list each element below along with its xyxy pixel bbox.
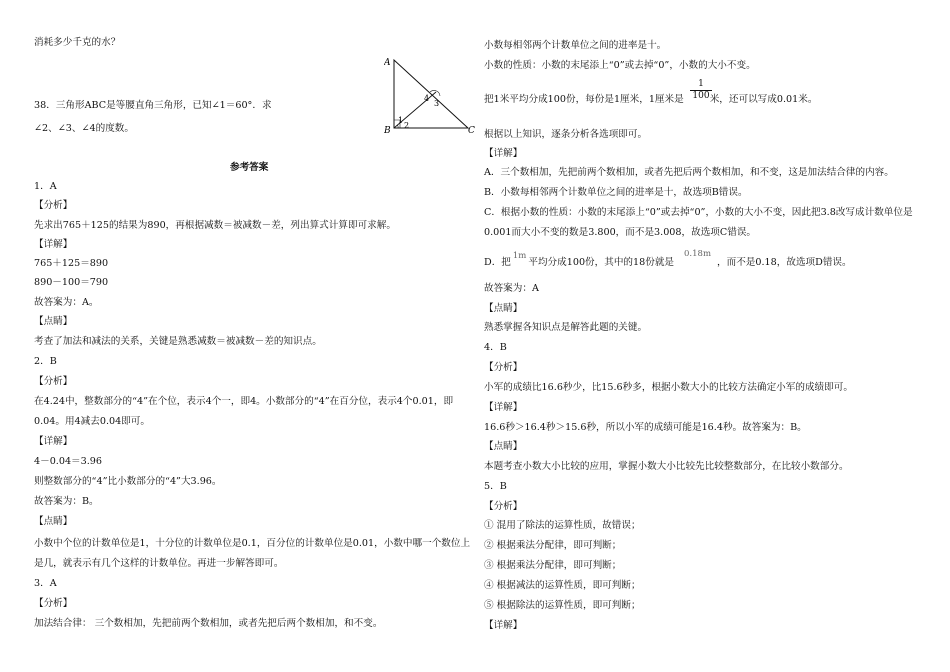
fraction-numerator: 1: [690, 79, 712, 91]
answer-line: 【分析】: [34, 598, 73, 609]
answers-title: 参考答案: [230, 162, 269, 173]
answer-line: 【详解】: [34, 436, 73, 447]
answer-line: 【分析】: [34, 376, 73, 387]
fraction-denominator: 100: [692, 91, 710, 101]
answer-line: 5．B: [484, 481, 507, 492]
figure-angle-3: 3: [434, 99, 440, 108]
answer-line: 【点睛】: [34, 516, 73, 527]
answer-line: 根据以上知识，逐条分析各选项即可。: [484, 129, 648, 140]
answer-line: 16.6秒＞16.4秒＞15.6秒，所以小军的成绩可能是16.4秒。故答案为：B。: [484, 422, 807, 433]
answer-line-option-d: [484, 249, 852, 269]
answer-line: 考查了加法和减法的关系，关键是熟悉减数＝被减数－差的知识点。: [34, 336, 322, 347]
answer-line: 【详解】: [34, 239, 73, 250]
answer-line: 故答案为：A: [484, 283, 539, 294]
answer-line: ④ 根据减法的运算性质，即可判断；: [484, 580, 641, 591]
answer-line: 故答案为：A。: [34, 297, 99, 308]
answer-line: 765＋125＝890: [34, 258, 109, 269]
question-38: 38．三角形ABC是等腰直角三角形，已知∠1＝60°．求: [34, 100, 272, 111]
answer-line: 【详解】: [484, 148, 523, 159]
figure-label-c: C: [468, 126, 475, 136]
answer-line-meter: [484, 94, 817, 106]
figure-angle-2: 2: [404, 121, 410, 130]
text-segment: 把1米平均分成100份，每份是1厘米，1厘米是: [484, 94, 684, 105]
figure-label-a: A: [384, 58, 391, 68]
answer-line: C．根据小数的性质：小数的末尾添上“0”或去掉“0”，小数的大小不变，因此把3.8改写成计数单位是: [484, 207, 913, 218]
answer-line: ② 根据乘法分配律，即可判断；: [484, 540, 622, 551]
answer-line: 【点睛】: [34, 316, 73, 327]
answer-line: 3．A: [34, 578, 57, 589]
fraction-one-hundredth: [690, 79, 712, 102]
figure-angle-1: 1: [398, 116, 404, 125]
answer-line: 小数每相邻两个计数单位之间的进率是十。: [484, 40, 667, 51]
text-segment: D．把: [484, 257, 511, 268]
answer-line: 1．A: [34, 181, 57, 192]
figure-label-b: B: [384, 126, 391, 136]
answer-line: 【点睛】: [484, 303, 523, 314]
question-37-tail: 消耗多少千克的水？: [34, 37, 121, 48]
answer-line: 小数的性质：小数的末尾添上“0”或去掉“0”，小数的大小不变。: [484, 60, 756, 71]
triangle-figure: [384, 56, 484, 136]
answer-line: 2．B: [34, 356, 57, 367]
answer-line: 熟悉掌握各知识点是解答此题的关键。: [484, 322, 648, 333]
question-38-cont: ∠2、∠3、∠4的度数。: [34, 123, 134, 134]
answer-line: 890－100＝790: [34, 277, 109, 288]
text-segment: 米，还可以写成0.01米。: [709, 94, 818, 105]
unit-1m: 1m: [512, 251, 527, 261]
answer-line: ⑤ 根据除法的运算性质，即可判断；: [484, 600, 641, 611]
answer-line: 是几，就表示有几个这样的计数单位。再进一步解答即可。: [34, 558, 284, 569]
answer-line: ③ 根据乘法分配律，即可判断；: [484, 560, 622, 571]
answer-line: B．小数每相邻两个计数单位之间的进率是十，故选项B错误。: [484, 187, 748, 198]
answer-line: 小数中个位的计数单位是1，十分位的计数单位是0.1，百分位的计数单位是0.01，小数中哪一个数位上: [34, 538, 471, 549]
answer-line: 故答案为：B。: [34, 496, 99, 507]
text-segment: ，而不是0.18，故选项D错误。: [717, 257, 852, 268]
answer-line: A．三个数相加，先把前两个数相加，或者先把后两个数相加，和不变，这是加法结合律的内容。: [484, 167, 894, 178]
answer-line: 先求出765＋125的结果为890，再根据减数＝被减数－差，列出算式计算即可求解。: [34, 220, 396, 231]
answer-line: 【详解】: [484, 402, 523, 413]
answer-line: 【分析】: [484, 501, 523, 512]
figure-angle-4: 4: [424, 94, 430, 103]
answer-line: 小军的成绩比16.6秒少，比15.6秒多，根据小数大小的比较方法确定小军的成绩即可。: [484, 382, 853, 393]
answer-line: 【点睛】: [484, 441, 523, 452]
answer-line: 0.001而大小不变的数是3.800，而不是3.008，故选项C错误。: [484, 227, 757, 238]
answer-line: ① 混用了除法的运算性质，故错误；: [484, 520, 641, 531]
answer-line: 4－0.04＝3.96: [34, 456, 103, 467]
answer-line: 0.04。用4减去0.04即可。: [34, 416, 150, 427]
answer-line: 加法结合律： 三个数相加，先把前两个数相加，或者先把后两个数相加，和不变。: [34, 618, 383, 629]
answer-line: 【详解】: [484, 620, 523, 631]
answer-line: 【分析】: [484, 362, 523, 373]
answer-line: 在4.24中，整数部分的“4”在个位，表示4个一，即4。小数部分的“4”在百分位，表示4个0.01，即: [34, 396, 454, 407]
answer-line: 4．B: [484, 342, 507, 353]
text-segment: 平均分成100份，其中的18份就是: [528, 257, 675, 268]
answer-line: 【分析】: [34, 200, 73, 211]
answer-line: 本题考查小数大小比较的应用，掌握小数大小比较先比较整数部分，在比较小数部分。: [484, 461, 849, 472]
answer-line: 则整数部分的“4”比小数部分的“4”大3.96。: [34, 476, 222, 487]
value-0-18m: 0.18m: [684, 249, 712, 259]
